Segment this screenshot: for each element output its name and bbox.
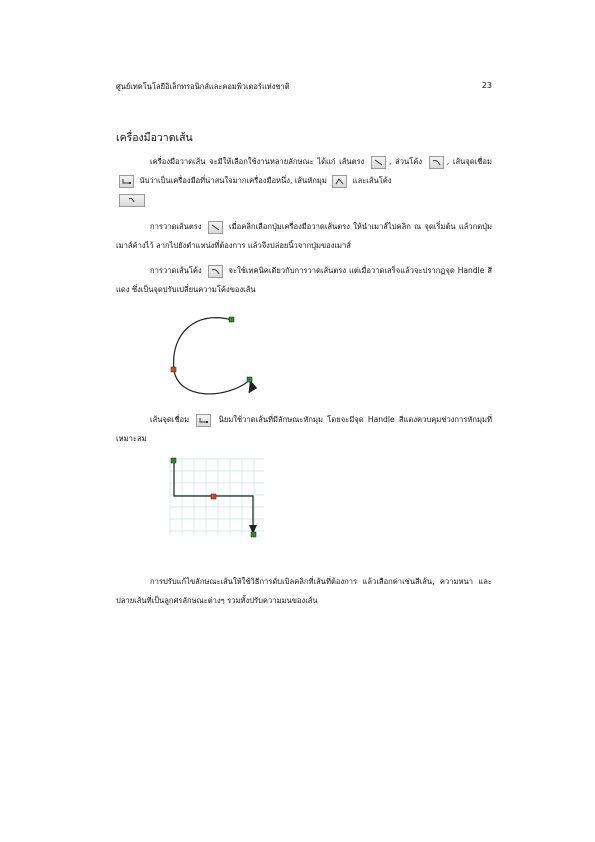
paragraph-intro (116, 152, 492, 209)
text: จะใช้เทคนิคเดียวกับการวาดเส้นตรง แต่เมื่อวาดเสร็จแล้วจะปรากฏจุด Handle สีแดง ซึ่งเป็นจุดปรับเปลี่ยนความโค้งของเส้น (116, 266, 493, 294)
polyline-tool-icon[interactable] (332, 175, 347, 188)
text: เครื่องมือวาดเส้น จะมีให้เลือกใช้งานหลายลักษณะ ได้แก่ เส้นตรง (150, 157, 365, 166)
text: , ส่วนโค้ง (389, 157, 423, 166)
text: การปรับแก้ไขลักษณะเส้นให้ใช้วิธีการดับเบิลคลิกที่เส้นที่ต้องการ แล้วเลือกค่าเช่นสีเส้น, ความหนา และปลายเส้นที่เป็นลูกศรลักษณะต่างๆ รวมทั้งปรับความมนของเส้น (116, 577, 492, 605)
connector-example-figure (166, 455, 268, 539)
text: และเส้นโค้ง (352, 176, 392, 185)
curve-tool-icon[interactable] (208, 265, 223, 278)
line-tool-icon[interactable] (371, 156, 386, 169)
page-number: 23 (481, 81, 492, 90)
start-handle[interactable] (229, 317, 234, 322)
connector-tool-icon[interactable] (119, 175, 134, 188)
paragraph-edit (116, 572, 492, 610)
curve-handle[interactable] (171, 367, 176, 372)
text: การวาดเส้นตรง (150, 222, 202, 231)
text: , (446, 157, 450, 166)
text: เมื่อคลิกเลือกปุ่มเครื่องมือวาดเส้นตรง ให้นำเมาส์ไปคลิก ณ จุดเริ่มต้น แล้วกดปุ่มเมาส์ค้างไว้ ลากไปยังตำแหน่งที่ต้องการ แล้วจึงปล่อยนิ้วจากปุ่มของเมาส์ (116, 222, 492, 250)
header-title: ศูนย์เทคโนโลยีอิเล็กทรอนิกส์และคอมพิวเตอร์แห่งชาติ (116, 82, 290, 91)
start-handle[interactable] (171, 458, 176, 463)
paragraph-line (116, 217, 492, 255)
text: นิยมใช้วาดเส้นที่มีลักษณะหักมุม โดยจะมีจุด Handle สีแดงควบคุมช่วงการหักมุมที่เหมาะสม (116, 415, 492, 443)
line-tool-icon[interactable] (208, 221, 223, 234)
text: เส้นจุดเชื่อม (452, 157, 492, 166)
bend-handle[interactable] (211, 494, 216, 499)
paragraph-curve (116, 261, 492, 299)
curve-example-figure (166, 308, 264, 408)
text: เส้นจุดเชื่อม (150, 415, 190, 424)
connector-tool-icon[interactable] (196, 414, 211, 427)
text: นับว่าเป็นเครื่องมือที่น่าสนใจมากเครื่องมือหนึ่ง, เส้นหักมุม (139, 176, 327, 185)
end-handle[interactable] (247, 377, 252, 382)
end-handle[interactable] (251, 532, 256, 537)
text: การวาดเส้นโค้ง (150, 266, 202, 275)
freeform-curve-tool-icon[interactable] (119, 194, 145, 207)
paragraph-connector (116, 410, 492, 448)
section-title: เครื่องมือวาดเส้น (116, 132, 193, 144)
page-header (116, 81, 492, 93)
curve-tool-icon[interactable] (429, 156, 444, 169)
